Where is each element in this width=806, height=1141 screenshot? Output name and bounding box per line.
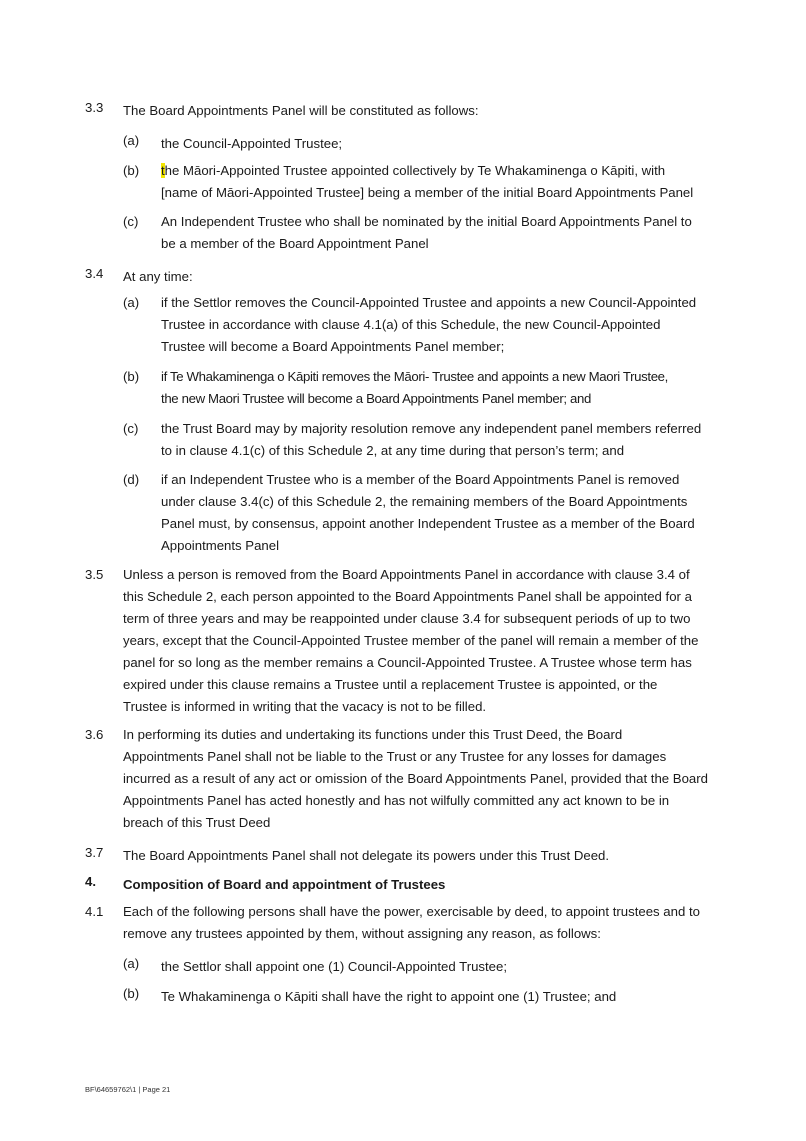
clause-number: 3.5: [85, 567, 104, 582]
clause-number: 4.1: [85, 904, 104, 919]
sub-label: (a): [123, 133, 140, 148]
sub-label: (c): [123, 421, 139, 436]
section-number: 4.: [85, 874, 96, 889]
sub-text: Te Whakaminenga o Kāpiti shall have the right to appoint one (1) Trustee; and: [161, 989, 617, 1004]
clause-text: Each of the following persons shall have the power, exercisable by deed, to appoint trustees and to remove any trustees appointed by them, without assigning any reason, as follows:: [123, 904, 700, 941]
sub-label: (d): [123, 472, 140, 487]
sub-label: (b): [123, 369, 140, 384]
clause-text: At any time:: [123, 269, 193, 284]
clause-number: 3.3: [85, 100, 104, 115]
sub-text: if the Settlor removes the Council-Appointed Trustee and appoints a new Council-Appointed Trustee in accordance with clause 4.1(a) of this Schedule, the new Council-Appointed Trustee will become a Board Appointments Panel member;: [161, 295, 697, 354]
section-title: Composition of Board and appointment of Trustees: [123, 877, 446, 892]
sub-label: (a): [123, 295, 140, 310]
clause-text: The Board Appointments Panel will be constituted as follows:: [123, 103, 479, 118]
sub-text: if an Independent Trustee who is a member of the Board Appointments Panel is removed under clause 3.4(c) of this Schedule 2, the remaining members of the Board Appointments Panel must, by consensus, appoint another Independent Trustee as a member of the Board Appointments Panel: [161, 472, 695, 553]
sub-label: (b): [123, 163, 140, 178]
clause-text: Unless a person is removed from the Board Appointments Panel in accordance with clause 3.4 of this Schedule 2, each person appointed to the Board Appointments Panel shall be appointed for a term of three years and may be reappointed under clause 3.4 for subsequent periods of up to two years, except that the Council-Appointed Trustee member of the panel will remain a member of the panel for so long as the member remains a Council-Appointed Trustee. A Trustee whose term has expired under this clause remains a Trustee until a replacement Trustee is appointed, or the Trustee is informed in writing that the vacacy is not to be filled.: [123, 567, 699, 714]
sub-text: the Māori-Appointed Trustee appointed collectively by Te Whakaminenga o Kāpiti, with [name of Māori-Appointed Trustee] being a member of the initial Board Appointments Panel: [161, 163, 694, 200]
clause-text: In performing its duties and undertaking its functions under this Trust Deed, the Board Appointments Panel shall not be liable to the Trust or any Trustee for any losses for damages incurred as a result of any act or omission of the Board Appointments Panel, provided that the Board Appointments Panel has acted honestly and has not wilfully committed any act known to be in breach of this Trust Deed: [123, 727, 708, 830]
sub-text: the Settlor shall appoint one (1) Council-Appointed Trustee;: [161, 959, 508, 974]
clause-number: 3.4: [85, 266, 104, 281]
sub-text: the Trust Board may by majority resolution remove any independent panel members referred to in clause 4.1(c) of this Schedule 2, at any time during that person’s term; and: [161, 421, 702, 458]
page-footer: BF\64659762\1 | Page 21: [85, 1085, 171, 1094]
sub-text: the Council-Appointed Trustee;: [161, 136, 343, 151]
sub-label: (c): [123, 214, 139, 229]
highlight-mark: t: [161, 163, 165, 178]
sub-text: if Te Whakaminenga o Kāpiti removes the Māori- Trustee and appoints a new Maori Trustee, the new Maori Trustee will become a Board Appointments Panel member; and: [161, 369, 668, 406]
sub-label: (a): [123, 956, 140, 971]
sub-label: (b): [123, 986, 140, 1001]
clause-number: 3.6: [85, 727, 104, 742]
sub-text: An Independent Trustee who shall be nominated by the initial Board Appointments Panel to be a member of the Board Appointment Panel: [161, 214, 692, 251]
clause-text: The Board Appointments Panel shall not delegate its powers under this Trust Deed.: [123, 848, 610, 863]
clause-number: 3.7: [85, 845, 104, 860]
